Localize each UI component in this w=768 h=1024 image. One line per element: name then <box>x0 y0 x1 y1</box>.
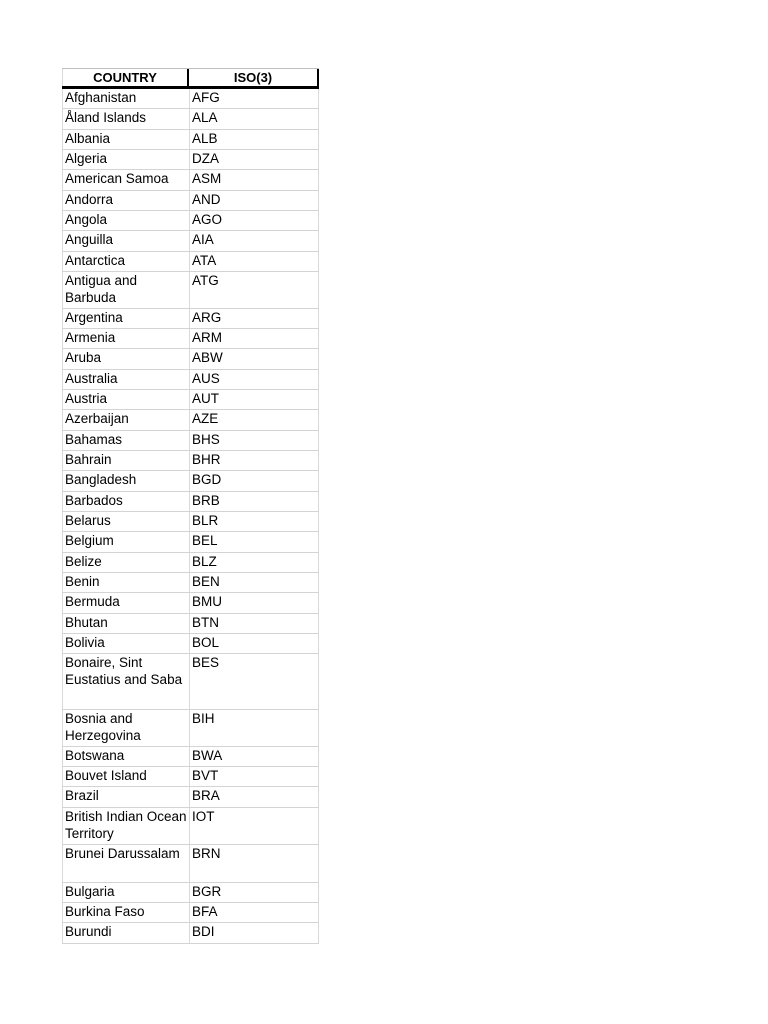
country-cell[interactable]: Bahamas <box>62 431 190 450</box>
table-row[interactable] <box>62 883 319 903</box>
iso-code-cell[interactable]: BLR <box>190 512 319 531</box>
country-cell[interactable]: Angola <box>62 211 190 230</box>
iso-code-cell[interactable]: ABW <box>190 349 319 369</box>
iso-code-cell[interactable]: BHS <box>190 431 319 450</box>
table-body <box>62 89 319 944</box>
iso-code-cell[interactable]: BMU <box>190 593 319 613</box>
table-row[interactable] <box>62 451 319 471</box>
iso-code-cell[interactable]: ALB <box>190 130 319 149</box>
country-cell[interactable]: Botswana <box>62 747 190 766</box>
country-cell[interactable]: Belarus <box>62 512 190 531</box>
table-row[interactable] <box>62 211 319 231</box>
table-row[interactable] <box>62 89 319 109</box>
table-row[interactable] <box>62 252 319 272</box>
table-row[interactable] <box>62 492 319 512</box>
country-cell[interactable]: Belize <box>62 553 190 572</box>
iso-code-cell[interactable]: AIA <box>190 231 319 251</box>
iso-code-cell[interactable]: AFG <box>190 89 319 108</box>
table-row[interactable] <box>62 272 319 309</box>
country-cell[interactable]: Anguilla <box>62 231 190 251</box>
iso-code-cell[interactable]: BHR <box>190 451 319 470</box>
country-cell[interactable]: Belgium <box>62 532 190 552</box>
table-row[interactable] <box>62 808 319 845</box>
country-cell[interactable]: Austria <box>62 390 190 409</box>
country-cell[interactable]: Antigua and Barbuda <box>62 272 190 308</box>
table-row[interactable] <box>62 471 319 492</box>
country-cell[interactable]: Bhutan <box>62 614 190 633</box>
country-cell[interactable]: Burundi <box>62 923 190 943</box>
iso-code-cell[interactable]: AZE <box>190 410 319 430</box>
iso-code-cell[interactable]: BIH <box>190 710 319 746</box>
country-cell[interactable]: Andorra <box>62 191 190 210</box>
table-row[interactable] <box>62 431 319 451</box>
country-cell[interactable]: Armenia <box>62 329 190 348</box>
country-cell[interactable]: Benin <box>62 573 190 592</box>
table-row[interactable] <box>62 903 319 923</box>
table-row[interactable] <box>62 191 319 211</box>
country-cell[interactable]: British Indian Ocean Territory <box>62 808 190 844</box>
country-cell[interactable]: Brunei Darussalam <box>62 845 190 882</box>
country-iso-table <box>62 68 319 944</box>
table-row[interactable] <box>62 710 319 747</box>
table-row[interactable] <box>62 170 319 191</box>
country-cell[interactable]: Bulgaria <box>62 883 190 902</box>
iso-code-cell[interactable]: IOT <box>190 808 319 844</box>
iso-code-cell[interactable]: ARG <box>190 309 319 328</box>
table-row[interactable] <box>62 634 319 654</box>
country-cell[interactable]: Bouvet Island <box>62 767 190 786</box>
iso-code-cell[interactable]: BOL <box>190 634 319 653</box>
header-country[interactable]: COUNTRY <box>62 69 189 86</box>
iso-code-cell[interactable]: AND <box>190 191 319 210</box>
iso-code-cell[interactable]: BRA <box>190 787 319 807</box>
iso-code-cell[interactable]: BES <box>190 654 319 709</box>
table-row[interactable] <box>62 573 319 593</box>
iso-code-cell[interactable]: BWA <box>190 747 319 766</box>
table-row[interactable] <box>62 329 319 349</box>
table-row[interactable] <box>62 654 319 710</box>
country-cell[interactable]: Australia <box>62 370 190 389</box>
table-row[interactable] <box>62 532 319 553</box>
iso-code-cell[interactable]: BDI <box>190 923 319 943</box>
iso-code-cell[interactable]: BLZ <box>190 553 319 572</box>
table-row[interactable] <box>62 923 319 944</box>
table-row[interactable] <box>62 747 319 767</box>
table-row[interactable] <box>62 553 319 573</box>
iso-code-cell[interactable]: BRN <box>190 845 319 882</box>
country-cell[interactable]: American Samoa <box>62 170 190 190</box>
iso-code-cell[interactable]: AUS <box>190 370 319 389</box>
iso-code-cell[interactable]: BEL <box>190 532 319 552</box>
table-row[interactable] <box>62 130 319 150</box>
table-row[interactable] <box>62 109 319 130</box>
table-row[interactable] <box>62 614 319 634</box>
country-cell[interactable]: Antarctica <box>62 252 190 271</box>
iso-code-cell[interactable]: BGD <box>190 471 319 491</box>
header-iso3[interactable]: ISO(3) <box>189 69 319 86</box>
table-row[interactable] <box>62 349 319 370</box>
country-cell[interactable]: Bolivia <box>62 634 190 653</box>
table-row[interactable] <box>62 231 319 252</box>
country-cell[interactable]: Barbados <box>62 492 190 511</box>
iso-code-cell[interactable]: AGO <box>190 211 319 230</box>
iso-code-cell[interactable]: BEN <box>190 573 319 592</box>
country-cell[interactable]: Åland Islands <box>62 109 190 129</box>
country-cell[interactable]: Burkina Faso <box>62 903 190 922</box>
iso-code-cell[interactable]: ARM <box>190 329 319 348</box>
table-header <box>62 68 319 89</box>
country-cell[interactable]: Brazil <box>62 787 190 807</box>
iso-code-cell[interactable]: BVT <box>190 767 319 786</box>
table-row[interactable] <box>62 390 319 410</box>
table-row[interactable] <box>62 845 319 883</box>
country-cell[interactable]: Aruba <box>62 349 190 369</box>
iso-code-cell[interactable]: ASM <box>190 170 319 190</box>
iso-code-cell[interactable]: AUT <box>190 390 319 409</box>
iso-code-cell[interactable]: ALA <box>190 109 319 129</box>
country-cell[interactable]: Bosnia and Herzegovina <box>62 710 190 746</box>
iso-code-cell[interactable]: ATG <box>190 272 319 308</box>
iso-code-cell[interactable]: BTN <box>190 614 319 633</box>
table-row[interactable] <box>62 150 319 170</box>
table-row[interactable] <box>62 512 319 532</box>
country-cell[interactable]: Bahrain <box>62 451 190 470</box>
country-cell[interactable]: Argentina <box>62 309 190 328</box>
country-cell[interactable]: Bermuda <box>62 593 190 613</box>
table-row[interactable] <box>62 593 319 614</box>
country-cell[interactable]: Albania <box>62 130 190 149</box>
table-row[interactable] <box>62 309 319 329</box>
iso-code-cell[interactable]: ATA <box>190 252 319 271</box>
country-cell[interactable]: Bonaire, Sint Eustatius and Saba <box>62 654 190 709</box>
table-row[interactable] <box>62 410 319 431</box>
table-row[interactable] <box>62 787 319 808</box>
table-row[interactable] <box>62 767 319 787</box>
iso-code-cell[interactable]: BGR <box>190 883 319 902</box>
country-cell[interactable]: Algeria <box>62 150 190 169</box>
country-cell[interactable]: Azerbaijan <box>62 410 190 430</box>
country-cell[interactable]: Afghanistan <box>62 89 190 108</box>
table-row[interactable] <box>62 370 319 390</box>
iso-code-cell[interactable]: BFA <box>190 903 319 922</box>
country-cell[interactable]: Bangladesh <box>62 471 190 491</box>
iso-code-cell[interactable]: BRB <box>190 492 319 511</box>
iso-code-cell[interactable]: DZA <box>190 150 319 169</box>
